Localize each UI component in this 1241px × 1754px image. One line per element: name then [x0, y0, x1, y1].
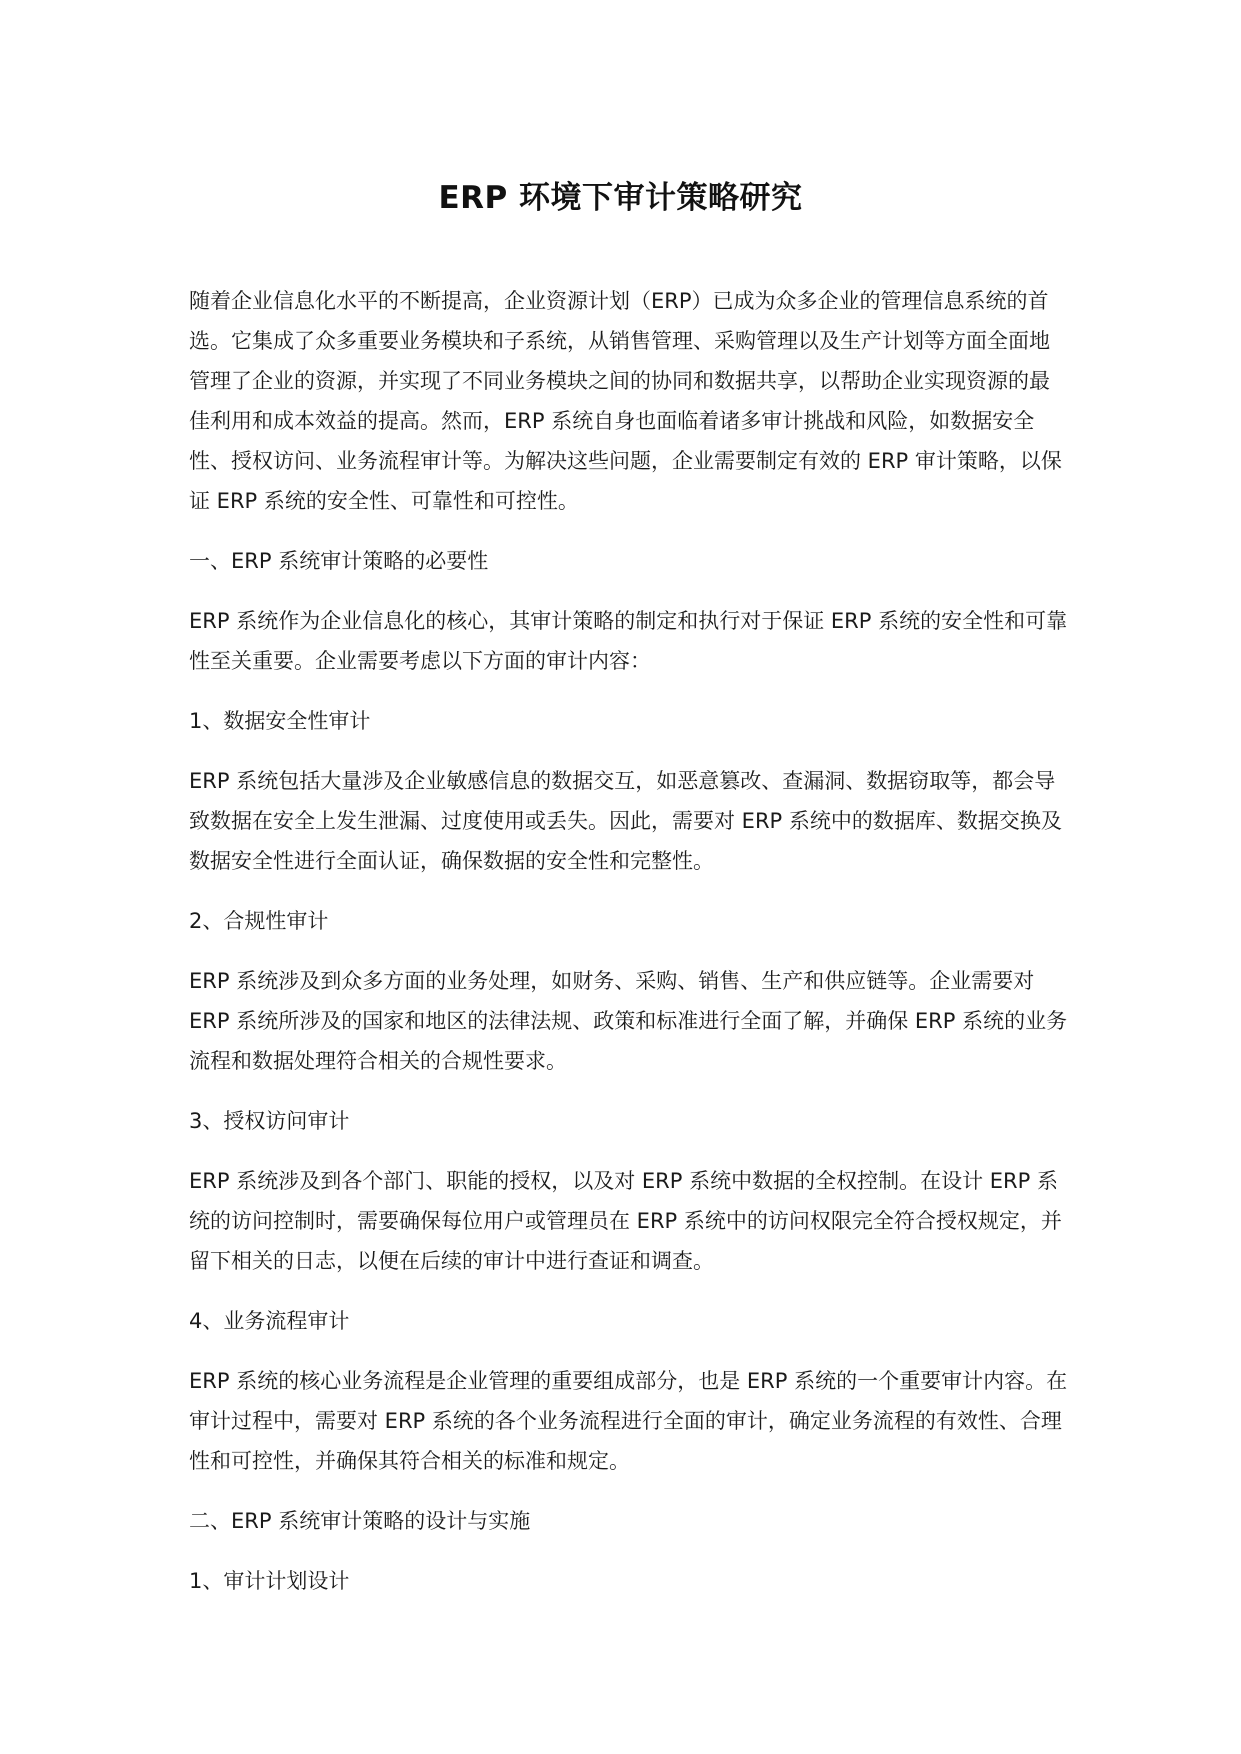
document-body: [189, 281, 1069, 1621]
compliance-paragraph: ERP 系统涉及到众多方面的业务处理，如财务、采购、销售、生产和供应链等。企业需要对 ERP 系统所涉及的国家和地区的法律法规、政策和标准进行全面了解，并确保 ERP 系统的业务流程和数据处理符合相关的合规性要求。: [189, 969, 1068, 1073]
document-title: ERP 环境下审计策略研究: [438, 180, 803, 216]
process-paragraph: ERP 系统的核心业务流程是企业管理的重要组成部分，也是 ERP 系统的一个重要审计内容。在审计过程中，需要对 ERP 系统的各个业务流程进行全面的审计，确定业务流程的有效性、合理性和可控性，并确保其符合相关的标准和规定。: [189, 1369, 1068, 1473]
subheading-data-security: 1、数据安全性审计: [189, 709, 371, 733]
section-heading-design: 二、ERP 系统审计策略的设计与实施: [189, 1509, 531, 1533]
subheading-audit-plan: 1、审计计划设计: [189, 1569, 350, 1593]
access-paragraph: ERP 系统涉及到各个部门、职能的授权，以及对 ERP 系统中数据的全权控制。在设计 ERP 系统的访问控制时，需要确保每位用户或管理员在 ERP 系统中的访问权限完全符合授权规定，并留下相关的日志，以便在后续的审计中进行查证和调查。: [189, 1169, 1062, 1273]
subheading-process: 4、业务流程审计: [189, 1309, 350, 1333]
intro-paragraph: 随着企业信息化水平的不断提高，企业资源计划（ERP）已成为众多企业的管理信息系统的首选。它集成了众多重要业务模块和子系统，从销售管理、采购管理以及生产计划等方面全面地管理了企业的资源，并实现了不同业务模块之间的协同和数据共享，以帮助企业实现资源的最佳利用和成本效益的提高。然而，ERP 系统自身也面临着诸多审计挑战和风险，如数据安全性、授权访问、业务流程审计等。为解决这些问题，企业需要制定有效的 ERP 审计策略，以保证 ERP 系统的安全性、可靠性和可控性。: [189, 289, 1062, 513]
section-heading-necessity: 一、ERP 系统审计策略的必要性: [189, 549, 489, 573]
subheading-compliance: 2、合规性审计: [189, 909, 329, 933]
data-security-paragraph: ERP 系统包括大量涉及企业敏感信息的数据交互，如恶意篡改、查漏洞、数据窃取等，都会导致数据在安全上发生泄漏、过度使用或丢失。因此，需要对 ERP 系统中的数据库、数据交换及数据安全性进行全面认证，确保数据的安全性和完整性。: [189, 769, 1062, 873]
subheading-access: 3、授权访问审计: [189, 1109, 350, 1133]
necessity-paragraph: ERP 系统作为企业信息化的核心，其审计策略的制定和执行对于保证 ERP 系统的安全性和可靠性至关重要。企业需要考虑以下方面的审计内容：: [189, 609, 1068, 673]
